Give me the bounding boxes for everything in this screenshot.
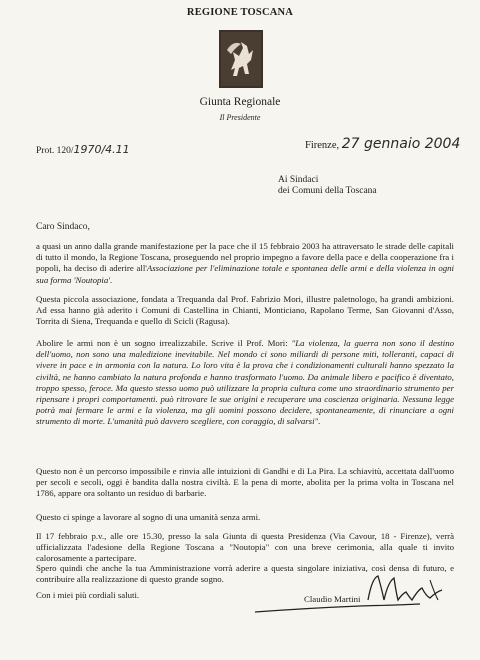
salutation: Caro Sindaco, (36, 222, 90, 232)
letter-date (305, 136, 460, 152)
protocol-number (36, 143, 130, 156)
signatory-name: Claudio Martini (304, 594, 361, 604)
paragraph-3-quote: "La violenza, la guerra non sono il destino dell'uomo, non sono una maledizione inevitabile. Nel mondo ci sono miliardi di persone miti, tolleranti, capaci di vivere in pace e in armonia con la natura. Lo loro vita è la prova che i condizionamenti culturali hanno spezzato la civiltà, ne hanno cambiato la natura profonda e hanno trasformato l'uomo. Da animale libero e pacifico è diventato, troppo spesso, feroce. Ma questo stesso uomo può utilizzare la propria cultura come uno straordinario strumento per ripensare i propri comportamenti. può ritrovare le sue origini e recuperare una coscienza originaria. Nessuna legge potrà mai fermare le armi e la violenza, ma gli uomini possono decidere, spontaneamente, di rinunciare a ogni strumento di morte. L'umanità può davvero scegliere, con coraggio, di salvarsi". (36, 338, 454, 427)
date-handwritten: 27 gennaio 2004 (341, 136, 461, 152)
giunta-regionale-label: Giunta Regionale (199, 96, 281, 108)
date-place: Firenze, (305, 140, 340, 151)
recipient-line-1: Ai Sindaci (278, 175, 319, 185)
closing-line: Con i miei più cordiali saluti. (36, 590, 140, 600)
paragraph-1-italic: Associazione per l'eliminazione totale e spontanea delle armi e della violenza in ogni sua forma 'Noutopia'. (36, 263, 454, 285)
protocol-label: Prot. 120/ (36, 146, 74, 156)
recipient-line-2: dei Comuni della Toscana (278, 186, 377, 196)
paragraph-5: Questo ci spinge a lavorare al sogno di una umanità senza armi. (36, 512, 261, 522)
paragraph-4: Questo non è un percorso impossibile e rinvia alle intuizioni di Gandhi e di La Pira. La schiavitù, accettata dall'uomo per secoli e secoli, oggi è bandita dalla nostra civiltà. E la pena di morte, abolita per la prima volta in Toscana nel 1786, appare ora soltanto un residuo di barbarie. (36, 466, 454, 499)
protocol-handwritten: 1970/4.11 (73, 143, 130, 156)
paragraph-3 (36, 338, 454, 428)
recipient-block (278, 175, 377, 197)
paragraph-3-text: Abolire le armi non è un sogno irrealizzabile. Scrive il Prof. Mori: (36, 338, 292, 348)
paragraph-1-text: a quasi un anno dalla grande manifestazione per la pace che il 15 febbraio 2003 ha attraversato le strade delle capitali di tutto il mondo, la Regione Toscana, proseguendo nel proprio impegno a favore della pace e della cooperazione fra i popoli, ha deciso di aderire all' (36, 241, 454, 274)
paragraph-6: Il 17 febbraio p.v., alle ore 15.30, presso la sala Giunta di questa Presidenza (Via Cavour, 18 - Firenze), verrà ufficializzata l'adesione della Regione Toscana a "Noutopia" con una breve cerimonia, alla quale ti invito calorosamente a partecipare. (36, 531, 454, 564)
paragraph-1 (36, 241, 454, 286)
presidente-label: Il Presidente (219, 113, 261, 122)
paragraph-2: Questa piccola associazione, fondata a Trequanda dal Prof. Fabrizio Mori, illustre paletnologo, ha grandi ambizioni. Ad essa hanno già aderito i Comuni di Castellina in Chianti, Monticiano, Rapolano Terme, San Giovanni d'Asso, Torrita di Siena, Trequanda e quello di Scicli (Ragusa). (36, 294, 454, 327)
pegasus-emblem-icon (219, 30, 263, 88)
paragraph-7: Spero quindi che anche la tua Amministrazione vorrà aderire a questa singolare iniziativa, così densa di futuro, e contribuire alla realizzazione di questo grande sogno. (36, 563, 454, 585)
letterhead-title: REGIONE TOSCANA (186, 7, 294, 18)
